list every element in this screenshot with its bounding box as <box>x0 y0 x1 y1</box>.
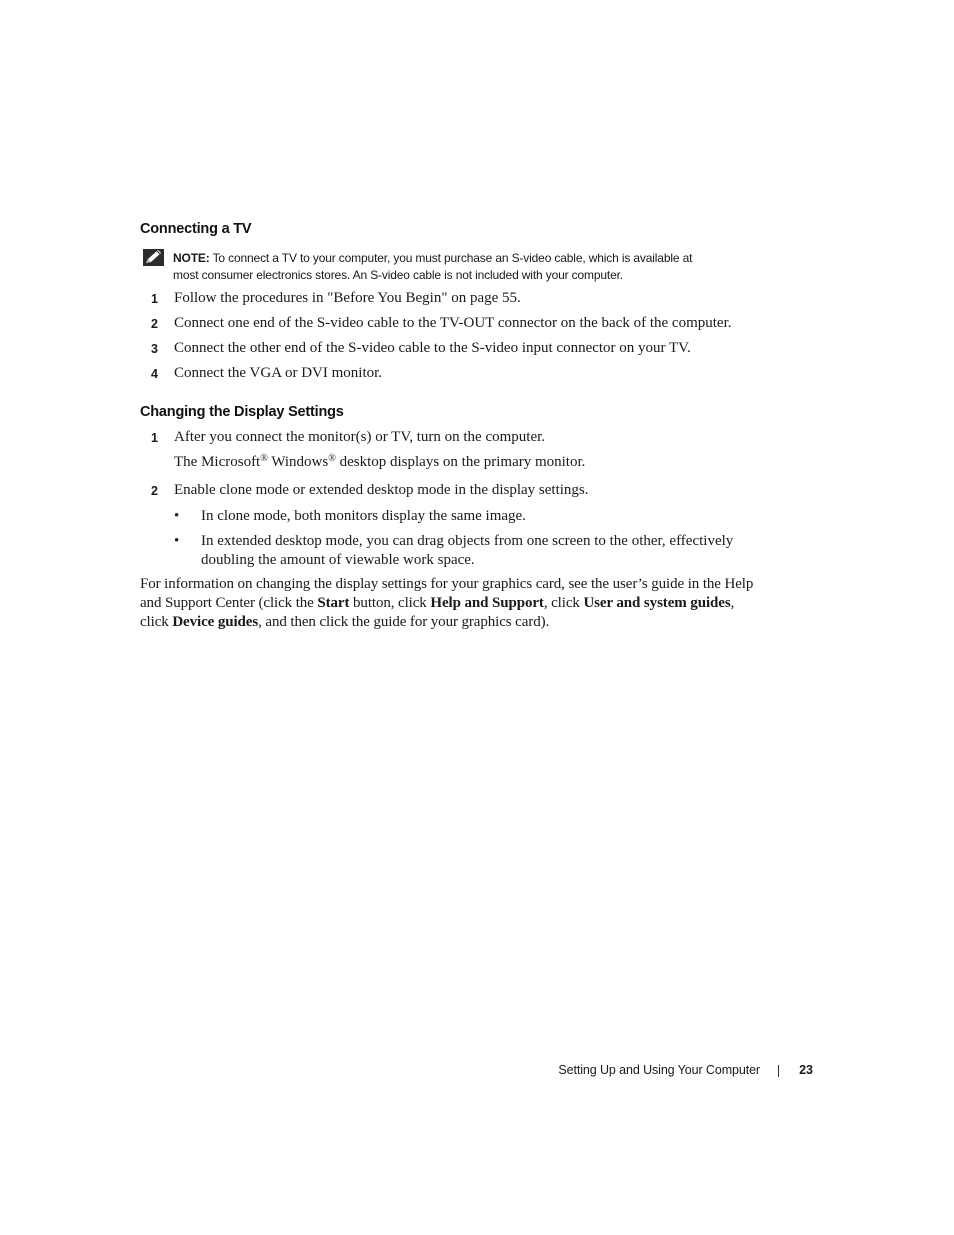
tv-step-2 <box>140 315 780 335</box>
note-text <box>173 250 763 284</box>
bullet-text: In clone mode, both monitors display the same image. <box>201 508 526 524</box>
section-heading-connecting-tv: Connecting a TV <box>140 221 252 237</box>
note-line-1: To connect a TV to your computer, you must purchase an S-video cable, which is available at <box>212 251 693 265</box>
step-number: 2 <box>151 317 158 331</box>
info-paragraph <box>140 575 765 632</box>
ui-term-help-support: Help and Support <box>430 595 544 611</box>
info-text: , click <box>140 595 735 630</box>
info-text: button, click <box>349 595 431 611</box>
step-number: 1 <box>151 431 158 445</box>
step-1-result <box>174 454 585 471</box>
note-label: NOTE: <box>173 251 210 265</box>
step-text: Connect one end of the S-video cable to the TV-OUT connector on the back of the computer. <box>174 315 732 331</box>
result-text-part: The Microsoft <box>174 454 261 470</box>
page-number: 23 <box>799 1063 813 1077</box>
step-text: After you connect the monitor(s) or TV, turn on the computer. <box>174 429 546 445</box>
tv-step-3 <box>140 340 780 360</box>
page-footer <box>540 1062 815 1080</box>
step-text: Follow the procedures in "Before You Begin" on page 55. <box>174 290 521 306</box>
info-text: For information on changing the display settings for your graphics card, see the user’s guide in the Help and Support Center (click the <box>140 576 754 611</box>
footer-separator <box>778 1065 779 1077</box>
info-text: , click <box>543 595 584 611</box>
step-number: 3 <box>151 342 158 356</box>
ui-term-user-system-guides: User and system guides <box>583 595 731 611</box>
result-text-part: desktop displays on the primary monitor. <box>335 454 586 470</box>
footer-chapter-title: Setting Up and Using Your Computer <box>558 1063 760 1077</box>
step-text: Connect the VGA or DVI monitor. <box>174 365 383 381</box>
registered-mark: ® <box>328 453 336 464</box>
ui-term-device-guides: Device guides <box>172 614 259 630</box>
step-number: 1 <box>151 292 158 306</box>
display-step-1 <box>140 429 780 449</box>
registered-mark: ® <box>260 453 268 464</box>
info-text: , and then click the guide for your graphics card). <box>258 614 550 630</box>
display-step-2 <box>140 482 780 502</box>
ui-term-start: Start <box>317 595 350 611</box>
step-text: Enable clone mode or extended desktop mode in the display settings. <box>174 482 589 498</box>
result-text-part: Windows <box>267 454 329 470</box>
tv-step-4 <box>140 365 780 385</box>
step-text: Connect the other end of the S-video cable to the S-video input connector on your TV. <box>174 340 691 356</box>
tv-step-1 <box>140 290 780 310</box>
note-line-2: most consumer electronics stores. An S-video cable is not included with your computer. <box>173 268 623 282</box>
step-number: 4 <box>151 367 158 381</box>
bullet-dot: • <box>174 533 180 549</box>
step-number: 2 <box>151 484 158 498</box>
pencil-note-icon <box>143 249 164 266</box>
section-heading-display-settings: Changing the Display Settings <box>140 404 344 420</box>
bullet-text: In extended desktop mode, you can drag objects from one screen to the other, effectively doubling the amount of viewable work space. <box>201 533 734 568</box>
bullet-dot: • <box>174 508 180 524</box>
